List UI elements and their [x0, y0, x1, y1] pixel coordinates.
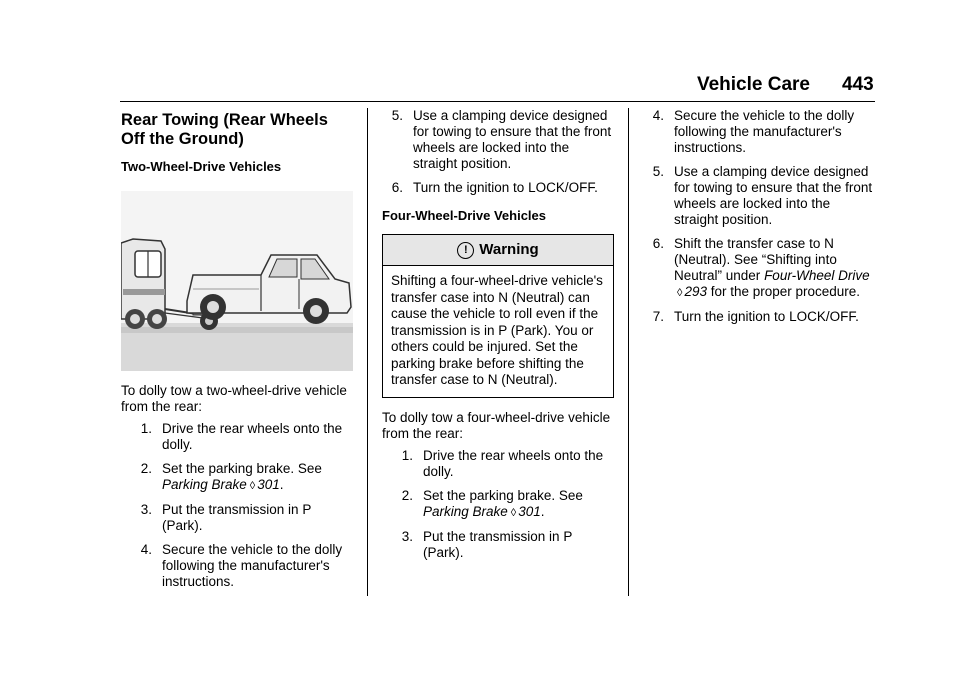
steps-four-wheel-continued: [643, 108, 875, 325]
column-3: [643, 108, 875, 325]
list-item: 2. Set the parking brake. See Parking Brake ◊ 301.: [401, 487, 583, 519]
towing-illustration: [121, 191, 353, 371]
page-reference[interactable]: 293: [684, 284, 707, 299]
list-item: 4. Secure the vehicle to the dolly following the manufacturer's instructions.: [652, 108, 855, 155]
warning-header: [383, 235, 613, 266]
column-1: [121, 108, 353, 590]
cross-reference-link[interactable]: Four-Wheel Drive: [764, 268, 870, 283]
subheading-two-wheel-drive: Two-Wheel-Drive Vehicles: [121, 159, 282, 174]
list-item: 2. Set the parking brake. See Parking Brake ◊ 301.: [140, 461, 322, 492]
warning-title: Warning: [479, 241, 539, 258]
subheading-four-wheel-drive: Four-Wheel-Drive Vehicles: [382, 208, 546, 223]
list-item: 6. Shift the transfer case to N (Neutral). See “Shifting into Neutral” under Four-Wheel Drive ◊ 293 for the proper procedure.: [652, 236, 870, 299]
intro-four-wheel: To dolly tow a four-wheel-drive vehicle from the rear:: [382, 409, 611, 441]
section-heading: Rear Towing (Rear Wheels Off the Ground): [121, 111, 328, 148]
list-item: 1. Drive the rear wheels onto the dolly.: [401, 447, 604, 479]
truck-dolly-illustration: [121, 191, 353, 371]
steps-four-wheel: [382, 448, 616, 561]
column-divider: [367, 108, 368, 596]
list-item: 3. Put the transmission in P (Park).: [140, 502, 312, 533]
steps-two-wheel-continued: [382, 108, 616, 196]
page-reference[interactable]: 301: [257, 477, 280, 492]
warning-text: Shifting a four-wheel-drive vehicle's transfer case into N (Neutral) can cause the vehicle to roll even if the transmission is in P (Park). You or others could be injured. Set the parking brake before shifting the transfer case to N (Neutral).: [391, 273, 603, 387]
page-reference-icon: ◊: [677, 287, 683, 299]
header-rule: [120, 101, 875, 102]
list-item: 5. Use a clamping device designed for towing to ensure that the front wheels are locked into the straight position.: [652, 164, 873, 227]
page-reference-icon: ◊: [510, 506, 517, 519]
warning-icon: !: [457, 242, 474, 259]
cross-reference-link[interactable]: Parking Brake: [423, 503, 508, 519]
list-item: 7. Turn the ignition to LOCK/OFF.: [652, 309, 859, 324]
page-reference[interactable]: 301: [518, 503, 541, 519]
list-item: 1. Drive the rear wheels onto the dolly.: [140, 421, 343, 452]
column-divider: [628, 108, 629, 596]
page-number: 443: [842, 74, 874, 95]
cross-reference-link[interactable]: Parking Brake: [162, 477, 247, 492]
list-item: 6. Turn the ignition to LOCK/OFF.: [391, 180, 598, 195]
list-item: 3. Put the transmission in P (Park).: [401, 528, 573, 560]
column-2: [382, 108, 616, 561]
section-title: Vehicle Care: [696, 74, 810, 95]
page-reference-icon: ◊: [249, 480, 256, 492]
intro-two-wheel: To dolly tow a two-wheel-drive vehicle from the rear:: [121, 383, 347, 414]
warning-box: [382, 234, 614, 398]
list-item: 4. Secure the vehicle to the dolly following the manufacturer's instructions.: [140, 542, 343, 589]
steps-two-wheel: [121, 421, 353, 590]
list-item: 5. Use a clamping device designed for towing to ensure that the front wheels are locked into the straight position.: [391, 108, 612, 171]
